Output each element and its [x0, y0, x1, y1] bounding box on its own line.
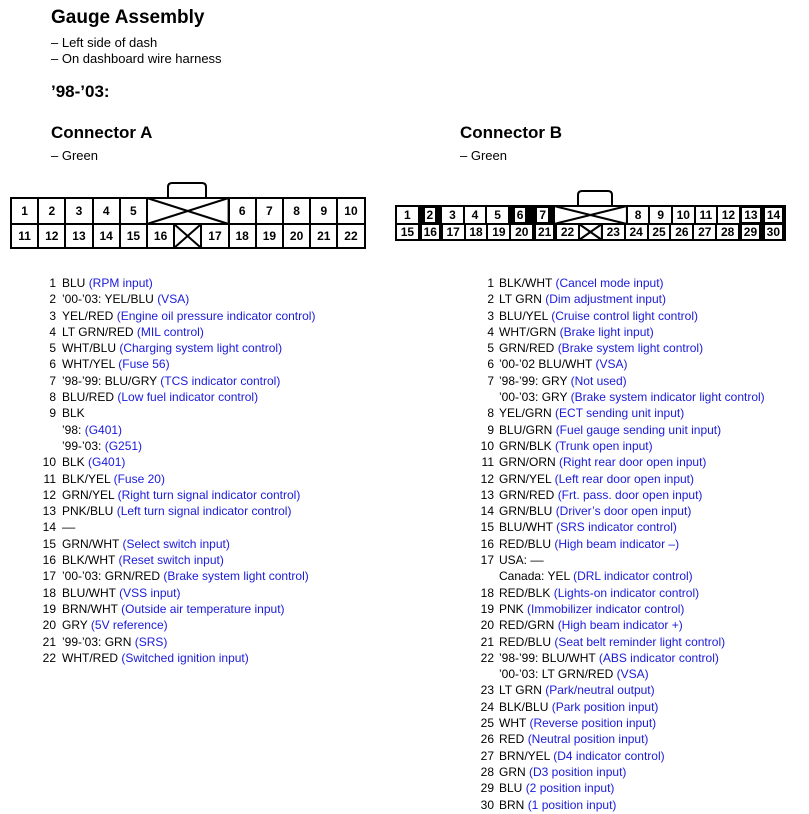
- wire-color: GRN/BLU: [499, 504, 553, 519]
- connector-b-pin-15: 15: [395, 223, 420, 241]
- pin-row: [34, 405, 315, 421]
- pin-function: (Brake light input): [559, 324, 654, 339]
- pin-row: [34, 650, 315, 666]
- pin-function: (Brake system light control): [163, 569, 309, 584]
- wire-color: ’00-’02 BLU/WHT: [499, 357, 593, 372]
- pin-number: 2: [49, 292, 56, 307]
- pin-function: (Immobilizer indicator control): [527, 601, 685, 616]
- connector-b-pin-5: 5: [485, 205, 510, 225]
- wire-color: Canada: YEL: [499, 569, 570, 584]
- connector-a-pin-9: 9: [309, 197, 338, 225]
- pin-function: (Fuse 56): [118, 357, 170, 372]
- connector-b-pin-4: 4: [463, 205, 488, 225]
- pin-function: (Left rear door open input): [554, 471, 695, 486]
- wire-color: ’98-’99: GRY: [499, 373, 568, 388]
- connector-b-pin-23: 23: [601, 223, 626, 241]
- pin-row: [470, 715, 765, 731]
- connector-a-pin-18: 18: [228, 223, 257, 249]
- pin-row: [470, 324, 765, 340]
- pin-row: [470, 454, 765, 470]
- pin-function: (VSA): [157, 292, 190, 307]
- connector-a-pin-8: 8: [282, 197, 311, 225]
- connector-b-latch: [576, 189, 614, 205]
- pin-function: (5V reference): [90, 618, 168, 633]
- connector-b-pin-3: 3: [440, 205, 465, 225]
- connector-b-pin-6-label: 6: [516, 208, 524, 222]
- pin-row-continuation: [34, 438, 315, 454]
- pin-function: (G251): [104, 438, 143, 453]
- pin-function: (MIL control): [136, 324, 204, 339]
- wire-color: RED/BLK: [499, 585, 551, 600]
- pin-row: [470, 291, 765, 307]
- pin-function: (Charging system light control): [119, 341, 283, 356]
- wire-color: WHT/YEL: [62, 357, 115, 372]
- pin-function: (VSA): [616, 667, 649, 682]
- connector-b-keyway-x: [553, 205, 628, 225]
- wire-color: BRN/YEL: [499, 748, 550, 763]
- pin-row: [34, 552, 315, 568]
- pin-function: (Trunk open input): [555, 438, 653, 453]
- wire-color: USA: ––: [499, 553, 544, 568]
- pin-function: (Low fuel indicator control): [117, 390, 259, 405]
- wire-color: GRN/WHT: [62, 536, 120, 551]
- connector-b-pin-12: 12: [716, 205, 741, 225]
- pin-function: (Brake system light control): [557, 341, 704, 356]
- pin-function: (D3 position input): [529, 764, 627, 779]
- pin-number: 15: [480, 520, 494, 535]
- connector-b-pin-27: 27: [692, 223, 717, 241]
- pin-row: [34, 275, 315, 291]
- pin-number: 11: [481, 455, 494, 470]
- connector-b-pin-2-label: 2: [426, 208, 434, 222]
- pin-function: (SRS): [134, 634, 168, 649]
- connector-b-pin-24: 24: [624, 223, 649, 241]
- wire-color: LT GRN: [499, 292, 542, 307]
- connector-a-pin-19: 19: [255, 223, 284, 249]
- pin-function: (Right rear door open input): [559, 455, 707, 470]
- wire-color: BLU/GRN: [499, 422, 553, 437]
- wire-color: BLU/YEL: [499, 308, 548, 323]
- pin-number: 26: [480, 732, 494, 747]
- pin-row: [470, 275, 765, 291]
- connector-a-pin-6: 6: [228, 197, 257, 225]
- connector-a-latch: [166, 181, 208, 197]
- pin-number: 19: [480, 601, 494, 616]
- connector-a-pin-10: 10: [336, 197, 365, 225]
- pin-function: (Left turn signal indicator control): [116, 504, 292, 519]
- wire-color: GRN: [499, 764, 526, 779]
- wire-color: ’99-’03: GRN: [62, 634, 132, 649]
- connector-b-color: – Green: [460, 148, 507, 163]
- wire-color: ’98-’99: BLU/WHT: [499, 650, 596, 665]
- pin-row: [470, 650, 765, 666]
- connector-a-pin-22: 22: [336, 223, 365, 249]
- connector-b-pin-7: [530, 205, 555, 225]
- connector-a-keyway-x: [146, 197, 230, 225]
- pin-number: 2: [487, 292, 494, 307]
- connector-b-pin-13-label: 13: [744, 208, 758, 222]
- connector-b-pin-1: 1: [395, 205, 420, 225]
- location-note-2: – On dashboard wire harness: [51, 51, 222, 66]
- wire-color: GRN/RED: [499, 341, 555, 356]
- pin-number: 25: [480, 716, 494, 731]
- connector-b-pin-17: 17: [441, 223, 466, 241]
- wire-color: GRN/RED: [499, 487, 555, 502]
- pin-number: 17: [480, 553, 494, 568]
- pin-row: [470, 308, 765, 324]
- pin-row: [34, 308, 315, 324]
- pin-number: 18: [480, 585, 494, 600]
- pin-row: [470, 356, 765, 372]
- pin-function: (TCS indicator control): [160, 373, 281, 388]
- pin-number: 17: [42, 569, 56, 584]
- pin-row-continuation: [470, 568, 765, 584]
- pin-function: (Fuse 20): [113, 471, 165, 486]
- pin-function: (G401): [88, 455, 126, 470]
- connector-a-pin-5: 5: [119, 197, 148, 225]
- pin-row: [470, 699, 765, 715]
- pin-row: [470, 503, 765, 519]
- wire-color: BRN/WHT: [62, 601, 118, 616]
- connector-a-empty-cavity: [173, 223, 202, 249]
- pin-row: [470, 552, 765, 568]
- pin-number: 7: [487, 373, 494, 388]
- pin-function: (High beam indicator +): [557, 618, 683, 633]
- pin-function: (Park position input): [551, 699, 659, 714]
- pin-number: 16: [480, 536, 494, 551]
- pin-function: (Driver’s door open input): [555, 504, 692, 519]
- connector-b-pin-6: [508, 205, 533, 225]
- pin-number: 30: [480, 797, 494, 812]
- pin-row: [34, 487, 315, 503]
- pin-row: [470, 487, 765, 503]
- wire-color: WHT: [499, 716, 527, 731]
- connector-b-pin-14-label: 14: [766, 208, 781, 222]
- pin-function: (Outside air temperature input): [121, 601, 285, 616]
- pin-row: [470, 585, 765, 601]
- pin-function: (Park/neutral output): [545, 683, 655, 698]
- pin-number: 14: [42, 520, 56, 535]
- pin-number: 21: [42, 634, 56, 649]
- pin-number: 4: [49, 324, 56, 339]
- wire-color: LT GRN/RED: [62, 324, 134, 339]
- pin-function: (SRS indicator control): [556, 520, 677, 535]
- wire-color: ’98:: [62, 422, 82, 437]
- pin-row: [34, 585, 315, 601]
- connector-b-pin-13: [739, 205, 764, 225]
- pin-row: [470, 617, 765, 633]
- pin-function: (Cancel mode input): [555, 276, 664, 290]
- pin-function: (Select switch input): [122, 536, 230, 551]
- pin-number: 18: [42, 585, 56, 600]
- pin-row: [470, 405, 765, 421]
- wire-color: ––: [62, 520, 76, 535]
- pin-number: 8: [487, 406, 494, 421]
- pin-row: [470, 797, 765, 813]
- pin-number: 3: [49, 308, 56, 323]
- wire-color: YEL/GRN: [499, 406, 552, 421]
- pin-row: [34, 568, 315, 584]
- connector-b-pin-list: [470, 275, 765, 813]
- wire-color: ’00-’03: GRN/RED: [62, 569, 161, 584]
- wire-color: ’99-’03:: [62, 438, 102, 453]
- wire-color: BLK: [62, 406, 85, 421]
- pin-function: (Brake system indicator light control): [570, 390, 765, 405]
- pin-function: (D4 indicator control): [553, 748, 665, 763]
- connector-b-pin-11: 11: [694, 205, 719, 225]
- pin-row: [470, 536, 765, 552]
- wire-color: BLK/YEL: [62, 471, 111, 486]
- pin-number: 3: [487, 308, 494, 323]
- connector-b-pin-14: [761, 205, 786, 225]
- pin-function: (DRL indicator control): [573, 569, 693, 584]
- connector-b-pin-7-label: 7: [539, 208, 546, 222]
- pin-function: (Neutral position input): [527, 732, 649, 747]
- wire-color: ’00-’03: YEL/BLU: [62, 292, 154, 307]
- connector-b-pin-16: [418, 223, 443, 241]
- wire-color: BLU/WHT: [62, 585, 116, 600]
- wire-color: WHT/RED: [62, 650, 118, 665]
- pin-row-continuation: [470, 389, 765, 405]
- pin-row: [34, 389, 315, 405]
- pin-row: [34, 519, 315, 535]
- connector-b-pin-21-label: 21: [537, 225, 552, 239]
- pin-function: (Reset switch input): [118, 553, 224, 568]
- connector-a-pin-21: 21: [309, 223, 338, 249]
- pin-number: 9: [49, 406, 56, 421]
- pin-number: 8: [49, 390, 56, 405]
- pin-row-continuation: [470, 666, 765, 682]
- pin-number: 9: [487, 422, 494, 437]
- pin-row-continuation: [34, 422, 315, 438]
- pin-row: [470, 422, 765, 438]
- pin-number: 27: [480, 748, 494, 763]
- pin-number: 1: [487, 276, 494, 290]
- wire-color: BLU: [499, 781, 523, 796]
- connector-b-pin-21: [532, 223, 557, 241]
- wire-color: RED/GRN: [499, 618, 555, 633]
- pin-number: 22: [480, 650, 494, 665]
- pin-function: (ABS indicator control): [598, 650, 719, 665]
- connector-b-pin-9: 9: [648, 205, 673, 225]
- connector-a-pin-11: 11: [10, 223, 39, 249]
- pin-number: 11: [43, 471, 56, 486]
- wire-color: BLU: [62, 276, 86, 290]
- connector-b-pin-16-label: 16: [423, 225, 437, 239]
- wire-color: GRN/YEL: [62, 487, 115, 502]
- pin-function: (Engine oil pressure indicator control): [116, 308, 316, 323]
- pin-number: 10: [42, 455, 56, 470]
- pin-row: [34, 601, 315, 617]
- connector-a-pin-2: 2: [37, 197, 66, 225]
- connector-b-pin-22: 22: [555, 223, 580, 241]
- connector-a-color: – Green: [51, 148, 98, 163]
- pin-number: 20: [480, 618, 494, 633]
- connector-b-empty-cavity: [578, 223, 603, 241]
- pin-row: [34, 536, 315, 552]
- pin-function: (VSS input): [119, 585, 181, 600]
- pin-function: (1 position input): [527, 797, 617, 812]
- pin-row: [34, 503, 315, 519]
- wire-color: GRN/BLK: [499, 438, 552, 453]
- pin-row: [34, 471, 315, 487]
- pin-number: 7: [49, 373, 56, 388]
- pin-number: 12: [480, 471, 494, 486]
- connector-b-pin-29-label: 29: [743, 225, 758, 239]
- pin-number: 29: [480, 781, 494, 796]
- wire-color: WHT/GRN: [499, 324, 557, 339]
- connector-b-pin-26: 26: [669, 223, 694, 241]
- pin-function: (Switched ignition input): [121, 650, 249, 665]
- wire-color: ’00-’03: LT GRN/RED: [499, 667, 614, 682]
- wire-color: BLU/WHT: [499, 520, 553, 535]
- pin-row: [34, 340, 315, 356]
- pin-number: 13: [480, 487, 494, 502]
- pin-number: 5: [487, 341, 494, 356]
- pin-number: 28: [480, 764, 494, 779]
- connector-b-pin-18: 18: [464, 223, 489, 241]
- wire-color: BLK/WHT: [62, 553, 116, 568]
- connector-b-pin-29: [738, 223, 763, 241]
- connector-a-pin-3: 3: [64, 197, 93, 225]
- pin-row: [470, 634, 765, 650]
- wire-color: RED/BLU: [499, 634, 552, 649]
- pin-row: [34, 356, 315, 372]
- connector-a-title: Connector A: [51, 123, 153, 142]
- connector-b-pin-30-label: 30: [766, 225, 781, 239]
- pin-number: 22: [42, 650, 56, 665]
- wire-color: YEL/RED: [62, 308, 114, 323]
- pin-number: 1: [49, 276, 56, 290]
- pin-row: [470, 764, 765, 780]
- wire-color: BLK/BLU: [499, 699, 549, 714]
- pin-number: 20: [42, 618, 56, 633]
- pin-function: (Lights-on indicator control): [553, 585, 700, 600]
- connector-b-pin-28: 28: [715, 223, 740, 241]
- pin-row: [470, 731, 765, 747]
- pin-function: (High beam indicator –): [554, 536, 680, 551]
- pin-row: [470, 471, 765, 487]
- wire-color: BLU/RED: [62, 390, 115, 405]
- pin-function: (Not used): [570, 373, 627, 388]
- connector-b-pin-20: 20: [509, 223, 534, 241]
- connector-b-pin-2: [418, 205, 443, 225]
- connector-b-pin-8: 8: [626, 205, 651, 225]
- connector-b-pin-19: 19: [486, 223, 511, 241]
- pin-number: 5: [49, 341, 56, 356]
- pin-row: [470, 748, 765, 764]
- pin-number: 19: [42, 601, 56, 616]
- wire-color: LT GRN: [499, 683, 542, 698]
- pin-function: (VSA): [595, 357, 628, 372]
- wire-color: ’00-’03: GRY: [499, 390, 568, 405]
- pin-function: (Cruise control light control): [551, 308, 698, 323]
- wire-color: GRN/YEL: [499, 471, 552, 486]
- pin-row: [470, 519, 765, 535]
- page-title: Gauge Assembly: [51, 7, 205, 28]
- pin-function: (ECT sending unit input): [555, 406, 685, 421]
- connector-a-pin-20: 20: [282, 223, 311, 249]
- connector-a-pin-list: [34, 275, 315, 666]
- pin-number: 6: [49, 357, 56, 372]
- wire-color: BRN: [499, 797, 525, 812]
- pin-number: 16: [42, 553, 56, 568]
- wire-color: RED/BLU: [499, 536, 552, 551]
- pin-row: [470, 340, 765, 356]
- connector-b-title: Connector B: [460, 123, 562, 142]
- pin-row: [470, 601, 765, 617]
- pin-function: (G401): [84, 422, 123, 437]
- pin-number: 15: [42, 536, 56, 551]
- pin-function: (Reverse position input): [529, 716, 657, 731]
- wire-color: WHT/BLU: [62, 341, 116, 356]
- pin-number: 4: [487, 324, 494, 339]
- pin-number: 24: [480, 699, 494, 714]
- pin-function: (2 position input): [525, 781, 615, 796]
- pin-number: 13: [42, 504, 56, 519]
- connector-a-pin-7: 7: [255, 197, 284, 225]
- pin-number: 14: [480, 504, 494, 519]
- pin-function: (Fuel gauge sending unit input): [555, 422, 722, 437]
- model-years-heading: ’98-’03:: [51, 82, 110, 101]
- pin-function: (RPM input): [88, 276, 153, 290]
- wire-color: ’98-’99: BLU/GRY: [62, 373, 157, 388]
- connector-a-pin-15: 15: [119, 223, 148, 249]
- connector-b-pin-30: [761, 223, 786, 241]
- pin-number: 10: [480, 438, 494, 453]
- pin-row: [470, 780, 765, 796]
- pin-row: [34, 291, 315, 307]
- pin-number: 23: [480, 683, 494, 698]
- wire-color: PNK: [499, 601, 524, 616]
- pin-row: [34, 454, 315, 470]
- connector-a-pin-4: 4: [92, 197, 121, 225]
- connector-a-pin-16: 16: [146, 223, 175, 249]
- connector-a-pin-1: 1: [10, 197, 39, 225]
- pin-row: [34, 324, 315, 340]
- wire-color: BLK: [62, 455, 85, 470]
- pin-number: 6: [487, 357, 494, 372]
- wire-color: PNK/BLU: [62, 504, 114, 519]
- pin-row: [34, 634, 315, 650]
- location-note-1: – Left side of dash: [51, 35, 158, 50]
- wire-color: GRN/ORN: [499, 455, 556, 470]
- wire-color: RED: [499, 732, 525, 747]
- wire-color: BLK/WHT: [499, 276, 553, 290]
- pin-function: (Frt. pass. door open input): [557, 487, 703, 502]
- pin-row: [470, 373, 765, 389]
- pin-row: [470, 682, 765, 698]
- connector-a-pin-13: 13: [64, 223, 93, 249]
- pin-number: 21: [480, 634, 494, 649]
- connector-a-pin-12: 12: [37, 223, 66, 249]
- wire-color: GRY: [62, 618, 88, 633]
- pin-function: (Seat belt reminder light control): [554, 634, 726, 649]
- pin-row: [470, 438, 765, 454]
- pin-row: [34, 373, 315, 389]
- connector-a-pin-14: 14: [92, 223, 121, 249]
- connector-b-pin-25: 25: [647, 223, 672, 241]
- pin-function: (Right turn signal indicator control): [117, 487, 301, 502]
- connector-a-pin-17: 17: [200, 223, 229, 249]
- pin-number: 12: [42, 487, 56, 502]
- pin-row: [34, 617, 315, 633]
- connector-b-pin-10: 10: [671, 205, 696, 225]
- pin-function: (Dim adjustment input): [545, 292, 666, 307]
